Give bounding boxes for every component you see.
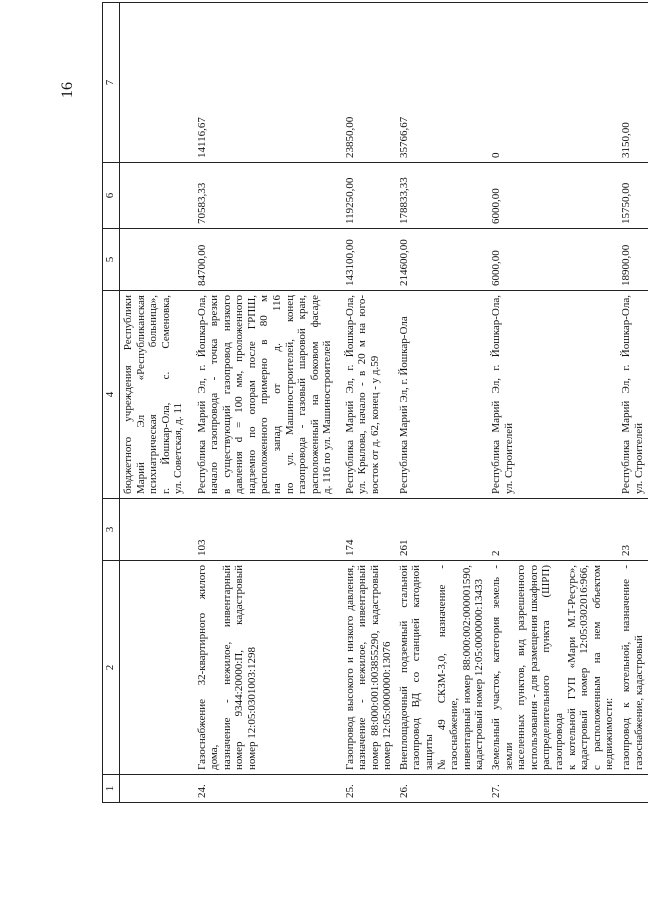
quantity-value	[120, 499, 194, 561]
location-address-line: ул. Советская, д. 11	[172, 403, 185, 494]
location-address-line: д. 116 по ул. Машиностроителей	[321, 340, 334, 494]
location-address-line: ул. Крылова, начало - в 20 м на юго-	[356, 295, 369, 494]
location-address-line: в существующий газопровод низкого	[220, 295, 233, 494]
row-number: 26.	[396, 775, 488, 803]
row-number: 25.	[342, 775, 396, 803]
object-description-line: недвижимости:	[603, 697, 616, 770]
object-description-line: назначение - нежилое, инвентарный	[356, 565, 369, 770]
value-col6: 6000,00	[488, 163, 618, 229]
object-description	[342, 561, 396, 775]
location-address	[120, 291, 194, 499]
value-col7: 14116,67	[194, 3, 342, 163]
object-description-line: кадастровый номер 12:05:0302016:966,	[578, 565, 591, 770]
value-col5: 214600,00	[396, 229, 488, 291]
value-col7: 0	[488, 3, 618, 163]
object-description-line: Газоснабжение 32-квартирного жилого дома,	[195, 565, 221, 770]
table-row	[342, 3, 396, 803]
location-address	[618, 291, 648, 499]
value-col6	[120, 163, 194, 229]
location-address-line: восток от д. 62, конец - у д.59	[368, 355, 381, 494]
value-col6: 15750,00	[618, 163, 648, 229]
object-description-line: номер 9344:20000:П, кадастровый	[233, 565, 246, 770]
location-address-line: начало газопровода - точка врезки	[208, 295, 221, 494]
location-address-line: ул. Строителей	[632, 423, 645, 494]
value-col5: 18900,00	[618, 229, 648, 291]
object-description	[194, 561, 342, 775]
value-col5	[120, 229, 194, 291]
location-address	[194, 291, 342, 499]
object-description	[618, 561, 648, 775]
object-description-line: номер 12:05:0000000:13076	[381, 641, 394, 770]
table-row	[488, 3, 618, 803]
location-address	[342, 291, 396, 499]
object-description-line: Внеплощадочный подземный стальной	[397, 565, 410, 770]
object-description-line: газопровод к котельной, назначение -	[619, 565, 632, 770]
value-col7: 35766,67	[396, 3, 488, 163]
location-address-line: газопровода - газовый шаровой кран,	[296, 295, 309, 494]
value-col6: 178833,33	[396, 163, 488, 229]
location-address-line: расположенный на боковом фасаде	[308, 295, 321, 494]
value-col7	[120, 3, 194, 163]
object-description-line: номер 88:000:001:003855290, кадастровый	[368, 565, 381, 770]
page-number: 16	[59, 82, 76, 98]
object-description-line: населенных пунктов, вид разрешенного	[515, 565, 528, 770]
location-address-line: Республика Марий Эл, г. Йошкар-Ола	[397, 316, 410, 494]
location-address-line: по ул. Машиностроителей, конец	[283, 295, 296, 494]
value-col6: 70583,33	[194, 163, 342, 229]
object-description-line: назначение - нежилое, инвентарный	[220, 565, 233, 770]
location-address	[396, 291, 488, 499]
object-description-line: № 49 СКЗМ-3,0, назначение - газоснабжение,	[435, 565, 461, 770]
column-header: 5	[103, 229, 120, 291]
table-row	[396, 3, 488, 803]
object-description	[396, 561, 488, 775]
object-description-line: Земельный участок, категория земель - земли	[490, 565, 515, 770]
row-number	[618, 775, 648, 803]
object-description-line: к котельной ГУП «Мари М.Т-Ресурс»,	[565, 565, 578, 770]
column-header: 2	[103, 561, 120, 775]
object-description-line: газопровод ВД со станцией катодной защиты	[410, 565, 436, 770]
value-col5: 84700,00	[194, 229, 342, 291]
column-header: 4	[103, 291, 120, 499]
table-row	[618, 3, 648, 803]
location-address	[488, 291, 618, 499]
object-description-line: Газопровод высокого и низкого давления,	[343, 565, 356, 770]
location-address-line: Республика Марий Эл, г. Йошкар-Ола,	[619, 295, 632, 494]
location-address-line: на запад от д. 116	[271, 295, 284, 494]
location-address-line: ул. Строителей	[502, 423, 515, 494]
object-description-line: распределительного пункта (ШРП) газопровода	[540, 565, 565, 770]
location-address-line: Республика Марий Эл, г. Йошкар-Ола,	[490, 295, 503, 494]
object-description	[120, 561, 194, 775]
quantity-value: 103	[194, 499, 342, 561]
location-address-line: Марий Эл «Республиканская	[134, 295, 147, 494]
quantity-value: 23	[618, 499, 648, 561]
quantity-value: 174	[342, 499, 396, 561]
column-header: 6	[103, 163, 120, 229]
property-table	[102, 2, 648, 803]
object-description-line: кадастровый номер 12:05:0000000:13433	[473, 578, 486, 770]
location-address-line: расположенного примерно в 80 м	[258, 295, 271, 494]
object-description-line: номер 12:05:0301003:1298	[245, 647, 258, 770]
value-col7: 23850,00	[342, 3, 396, 163]
location-address-line: Республика Марий Эл, г. Йошкар-Ола,	[343, 295, 356, 494]
column-header: 7	[103, 3, 120, 163]
value-col5: 143100,00	[342, 229, 396, 291]
row-number: 24.	[194, 775, 342, 803]
object-description-line: использования - для размещения шкафного	[527, 565, 540, 770]
table-row	[120, 3, 194, 803]
row-number	[120, 775, 194, 803]
table-row	[194, 3, 342, 803]
location-address-line: г. Йошкар-Ола, с. Семеновка,	[159, 295, 172, 494]
quantity-value: 2	[488, 499, 618, 561]
column-header: 3	[103, 499, 120, 561]
quantity-value: 261	[396, 499, 488, 561]
column-number-header-row	[103, 3, 120, 803]
object-description-line: инвентарный номер 88:000:002:000001590,	[460, 565, 473, 770]
value-col7: 3150,00	[618, 3, 648, 163]
location-address-line: Республика Марий Эл, г. Йошкар-Ола,	[195, 295, 208, 494]
column-header: 1	[103, 775, 120, 803]
location-address-line: бюджетного учреждения Республики	[122, 295, 134, 494]
location-address-line: надземно по опорам после ГРПШ,	[245, 295, 258, 494]
object-description-line: газоснабжение, кадастровый	[632, 635, 645, 770]
value-col6: 119250,00	[342, 163, 396, 229]
row-number: 27.	[488, 775, 618, 803]
location-address-line: давления d = 100 мм, проложенного	[233, 295, 246, 494]
object-description	[488, 561, 618, 775]
value-col5: 6000,00	[488, 229, 618, 291]
location-address-line: психиатрическая больница»,	[147, 295, 160, 494]
object-description-line: с расположенным на нем объектом	[590, 565, 603, 770]
